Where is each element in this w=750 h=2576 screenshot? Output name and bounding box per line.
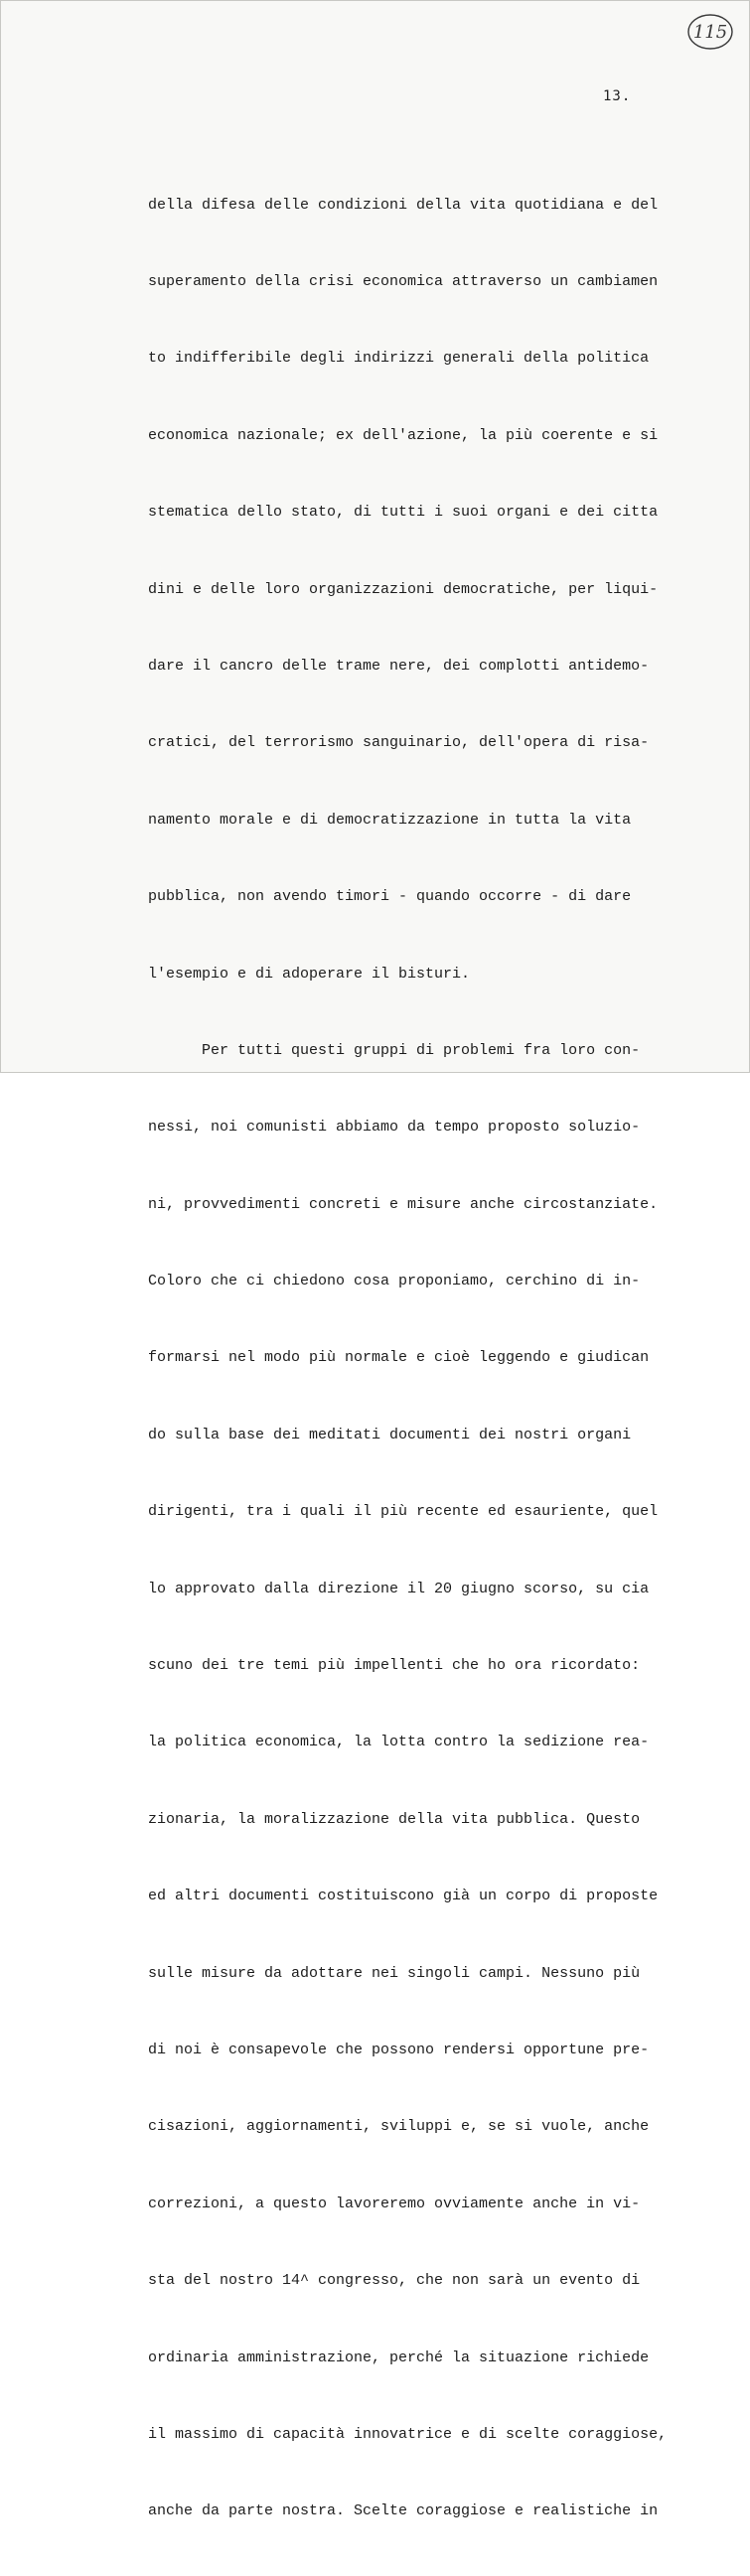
text-line: correzioni, a questo lavoreremo ovviamente anche in vi- [148, 2195, 641, 2212]
text-line: l'esempio e di adoperare il bisturi. [148, 965, 471, 983]
text-line: sulle misure da adottare nei singoli campi. Nessuno più [148, 1964, 641, 1982]
body-text [148, 141, 684, 2576]
text-line: nessi, noi comunisti abbiamo da tempo proposto soluzio- [148, 1119, 641, 1136]
text-line: formarsi nel modo più normale e cioè leggendo e giudican [148, 1349, 650, 1367]
text-line: zionaria, la moralizzazione della vita pubblica. Questo [148, 1810, 641, 1828]
text-line: dini e delle loro organizzazioni democratiche, per liqui- [148, 580, 659, 598]
text-line: lo approvato dalla direzione il 20 giugno scorso, su cia [148, 1580, 650, 1597]
text-line: namento morale e di democratizzazione in tutta la vita [148, 811, 632, 829]
text-line: Coloro che ci chiedono cosa proponiamo, cerchino di in- [148, 1273, 641, 1290]
text-line: della difesa delle condizioni della vita quotidiana e del [148, 196, 659, 214]
stamp-number: 115 [692, 22, 728, 43]
text-line: anche da parte nostra. Scelte coraggiose e realistiche in [148, 2502, 659, 2520]
text-line: il massimo di capacità innovatrice e di scelte coraggiose, [148, 2425, 668, 2443]
text-line: ed altri documenti costituiscono già un corpo di proposte [148, 1888, 659, 1905]
text-line: dirigenti, tra i quali il più recente ed esauriente, quel [148, 1503, 659, 1521]
text-line: stematica dello stato, di tutti i suoi organi e dei citta [148, 504, 659, 522]
text-line: cisazioni, aggiornamenti, sviluppi e, se si vuole, anche [148, 2118, 650, 2136]
text-line: dare il cancro delle trame nere, dei complotti antidemo- [148, 657, 650, 675]
text-line: ni, provvedimenti concreti e misure anche circostanziate. [148, 1195, 659, 1213]
text-line: to indifferibile degli indirizzi generali della politica [148, 350, 650, 368]
text-line: pubblica, non avendo timori - quando occorre - di dare [148, 888, 632, 906]
text-line: superamento della crisi economica attraverso un cambiamen [148, 272, 659, 290]
archive-stamp [686, 12, 734, 52]
text-line: cratici, del terrorismo sanguinario, dell'opera di risa- [148, 734, 650, 752]
text-line: la politica economica, la lotta contro la sedizione rea- [148, 1734, 650, 1751]
text-line: sta del nostro 14^ congresso, che non sarà un evento di [148, 2272, 641, 2290]
page-number: 13. [603, 88, 632, 104]
text-line: do sulla base dei meditati documenti dei nostri organi [148, 1426, 632, 1443]
text-line: di noi è consapevole che possono rendersi opportune pre- [148, 2041, 650, 2058]
text-line: scuno dei tre temi più impellenti che ho ora ricordato: [148, 1657, 641, 1675]
text-line: ordinaria amministrazione, perché la situazione richiede [148, 2349, 650, 2366]
text-line: economica nazionale; ex dell'azione, la più coerente e si [148, 426, 659, 444]
text-line: Per tutti questi gruppi di problemi fra loro con- [148, 1041, 641, 1059]
